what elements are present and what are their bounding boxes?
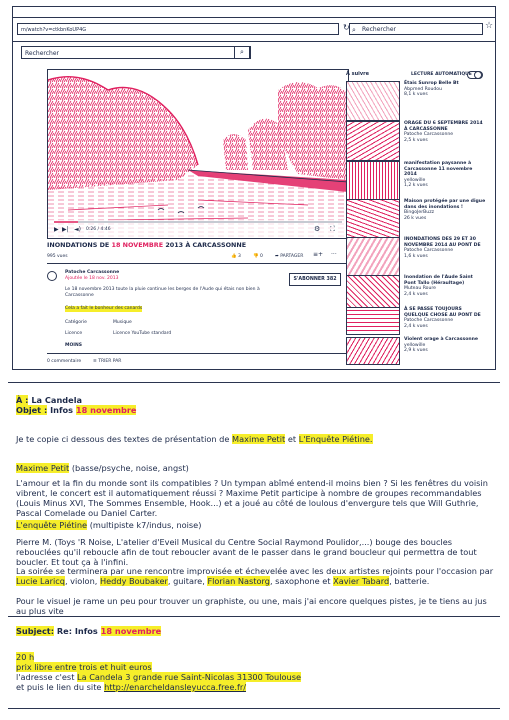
suggestion-thumbnail <box>346 121 400 161</box>
email2-time: 20 h <box>16 652 35 662</box>
band2-text: Pierre M. (Toys 'R Noise, L'atelier d'Eveil Musical du Centre Social Raymond Poulidor,...) bouge des boucles rebouclées qu'il reboucle afin de tout reboucler avant de le passer dans le grand boucleur qui permettra de tout boucler. Et tout ça à l'infini. <box>16 537 477 567</box>
email-divider <box>8 382 500 385</box>
suggestion-thumbnail <box>346 199 400 239</box>
suggestion-thumbnail <box>346 161 400 201</box>
suggestion-thumbnail <box>346 81 400 121</box>
up-next-label: À suivre <box>346 71 369 77</box>
subscribe-button[interactable]: S'ABONNER 382 <box>289 273 341 286</box>
suggestion-item[interactable]: ORAGE DU 6 SEPTEMBRE 2014 À CARCASSONNE Patoche Carcassonne 2,5 k vues <box>346 121 486 163</box>
suggestion-item[interactable]: Maison protégée par une digue dans des inondations ! BingoJerBuzz 26 k vues <box>346 199 486 241</box>
band2-heading: L'enquête Piétine (multipiste k7/indus, noise) <box>16 520 202 530</box>
band1-text: L'amour et la fin du monde sont ils compatibles ? Un tympan abîmé entend-il moins bien ? Si les fenêtres du voisin vibrent, le concert est il automatiquement réussi ? Maxime Petit participe à nombre de groupes recommandables (Louis Minus XVI, The Sommes Ensemble, Hook...) et a joué au côté de loulous d'envergure tels que Will Guthrie, Pascal Comelade ou Daniel Carter. <box>16 478 488 518</box>
address-bar[interactable]: m/watch?v=ctkbnKoUP4G <box>17 23 339 35</box>
closing-text: La soirée se terminera par une rencontre improvisée et échevelée avec les deux artistes rejoints pour l'occasion par Lucie Laricq, violon, Heddy Boubaker, guitare, Florian Nastorg, saxophone et Xavier Tabard, batterie. <box>16 566 494 586</box>
info-divider <box>47 263 347 264</box>
site-search-button[interactable] <box>234 46 250 59</box>
suggestion-item[interactable]: À SE PASSE TOUJOURS QUELQUE CHOSE AU PONT DE Patoche Carcassonne 2,4 k vues <box>346 307 486 349</box>
suggestion-item[interactable]: Inondation de l'Aude Saint Pont Tallo (Héraultage) Muteau Roure 2,4 k vues <box>346 275 486 317</box>
suggestion-thumbnail <box>346 337 400 365</box>
publish-date: Ajoutée le 18 nov. 2013 <box>65 276 119 281</box>
email2-price: prix libre entre trois et huit euros <box>16 662 152 672</box>
email2-subject: Subject: Re: Infos 18 novembre <box>16 626 162 636</box>
search-icon: ⌕ <box>352 26 356 34</box>
website-link[interactable]: http://enarcheldansleyucca.free.fr/ <box>104 682 246 692</box>
autoplay-toggle[interactable] <box>467 71 483 79</box>
player-time: 0:26 / 4:46 <box>86 227 111 232</box>
email1-to: À : La Candela <box>16 395 83 405</box>
reload-icon[interactable]: ↻ <box>343 23 350 32</box>
autoplay-label: LECTURE AUTOMATIQUE <box>411 72 472 77</box>
suggestion-thumbnail <box>346 237 400 277</box>
sort-button[interactable]: ≡ TRIER PAR <box>93 359 122 364</box>
visual-text: Pour le visuel je rame un peu pour trouver un graphiste, ou une, mais j'ai encore quelques pistes, je te tiens au jus au plus vite <box>16 596 487 616</box>
video-player[interactable] <box>47 69 349 239</box>
video-description: Le 18 novembre 2013 toute la pluie continue les berges de l'Aude qui étais non bien à Carcassonne <box>65 287 260 298</box>
view-count: 995 vues <box>47 254 68 259</box>
play-icon[interactable]: ▶ <box>54 226 59 233</box>
comments-divider <box>47 353 347 354</box>
volume-icon[interactable]: ◄) <box>74 226 81 233</box>
show-less-button[interactable]: MOINS <box>65 343 82 348</box>
email1-subject: Objet : Infos 18 novembre <box>16 405 137 415</box>
dislike-button[interactable]: 👎 0 <box>253 254 263 259</box>
comment-count: 0 commentaire <box>47 359 82 364</box>
band1-heading: Maxime Petit (basse/psyche, noise, angst) <box>16 463 189 473</box>
video-frame-image <box>48 70 348 238</box>
settings-icon[interactable]: ⚙ <box>314 225 321 233</box>
browser-window <box>12 6 496 370</box>
suggestion-item[interactable]: Étais Sunrop Belle Bt Abpmed Roudou 8,1 k vues <box>346 81 486 123</box>
suggestion-item[interactable]: Violent orage à Carcassonne yellowille 2,9 k vues <box>346 325 486 367</box>
toolbar-divider <box>13 41 495 42</box>
suggestion-item[interactable]: INONDATIONS DES 29 ET 30 NOVEMBRE 2014 AU PONT DE Patoche Carcassonne 1,6 k vues <box>346 237 486 279</box>
meta-license-label: Licence <box>65 331 83 336</box>
search-icon: ⌕ <box>240 48 244 56</box>
meta-category-label: Catégorie <box>65 320 87 325</box>
fullscreen-icon[interactable]: ⛶ <box>330 225 335 233</box>
site-search-input[interactable]: Rechercher ⌕ <box>21 46 251 59</box>
email-divider <box>8 616 500 619</box>
bookmark-star-icon[interactable]: ☆ <box>485 21 494 31</box>
like-button[interactable]: 👍 3 <box>231 254 241 259</box>
browser-search-input[interactable]: ⌕ Rechercher <box>349 23 483 35</box>
description-highlight: Cela a fait le bonheur des canards <box>65 306 143 311</box>
email-divider <box>8 708 500 711</box>
share-button[interactable]: ➦ PARTAGER <box>275 254 304 259</box>
meta-license-value: Licence YouTube standard <box>113 331 172 336</box>
channel-avatar[interactable] <box>47 271 57 281</box>
email2-link-line: et puis le lien du site http://enarcheldansleyucca.free.fr/ <box>16 682 246 692</box>
next-icon[interactable]: ▶| <box>62 226 69 233</box>
email2-address: l'adresse c'est La Candela 3 grande rue Saint-Nicolas 31300 Toulouse <box>16 672 302 682</box>
meta-category-value: Musique <box>113 320 132 325</box>
channel-name[interactable]: Patoche Carcassonne <box>65 270 120 275</box>
title-bar <box>13 7 495 18</box>
more-icon[interactable]: ··· <box>331 251 337 258</box>
add-to-icon[interactable]: ≡+ <box>313 251 324 258</box>
email1-intro: Je te copie ci dessous des textes de présentation de Maxime Petit et L'Enquête Piétine. <box>16 434 373 444</box>
suggestion-item[interactable]: manifestation paysanne à Carcassonne 11 novembre 2014 yellowille 1,2 k vues <box>346 161 486 203</box>
video-title: INONDATIONS DE 18 NOVEMBRE 2013 À CARCASSONNE <box>47 241 247 249</box>
